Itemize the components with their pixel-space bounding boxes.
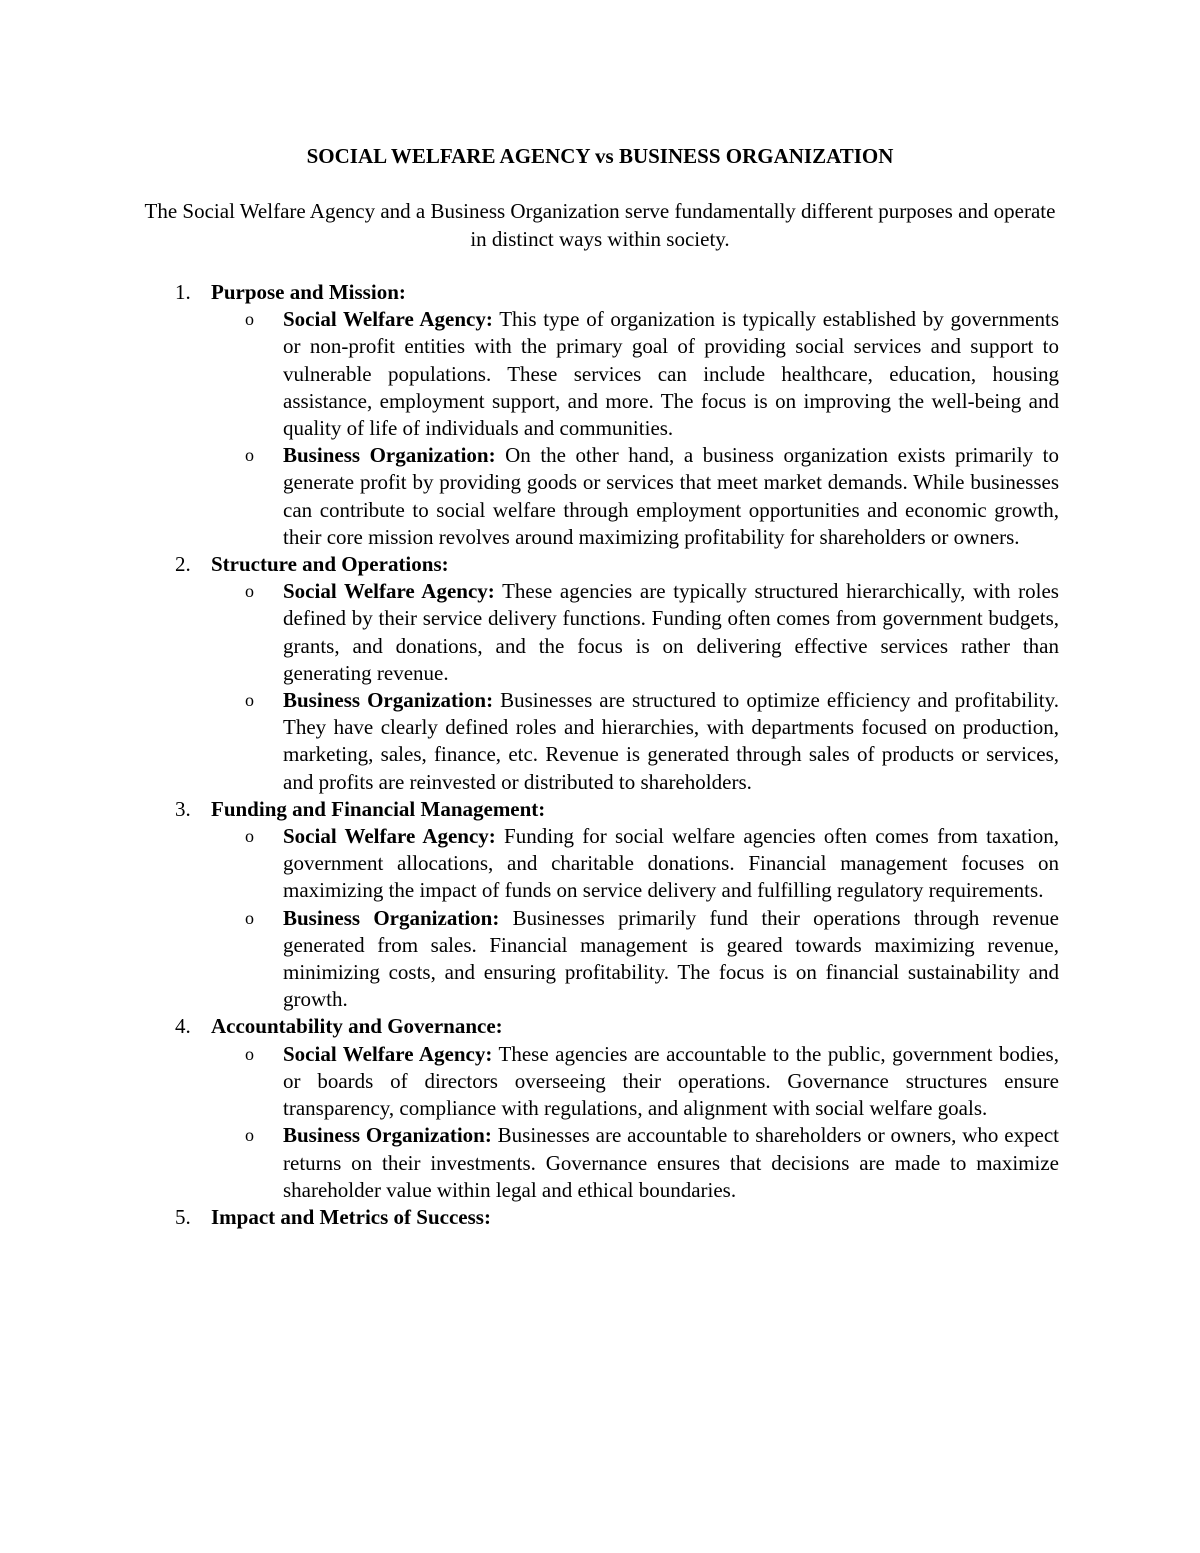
section-number: 1. [175, 280, 191, 304]
section-heading [0, 796, 1200, 823]
section-heading-text: Impact and Metrics of Success: [211, 1204, 491, 1229]
list-item [245, 687, 1059, 796]
section-purpose-and-mission [0, 279, 1200, 551]
section-heading-text: Accountability and Governance: [211, 1014, 503, 1039]
section-heading-text: Funding and Financial Management: [211, 796, 546, 821]
list-item [245, 442, 1059, 551]
section-heading [0, 551, 1200, 578]
item-label: Business Organization: [283, 688, 494, 713]
section-heading-text: Structure and Operations: [211, 552, 449, 577]
sub-list [0, 1041, 1200, 1204]
sub-list [0, 823, 1200, 1013]
item-label: Social Welfare Agency: [283, 824, 496, 849]
document-title: SOCIAL WELFARE AGENCY vs BUSINESS ORGANIZATION [306, 144, 894, 168]
intro-paragraph: The Social Welfare Agency and a Business Organization serve fundamentally different purposes and operate in distinct ways within society. [144, 199, 1056, 251]
bullet-marker: o [245, 445, 254, 466]
list-item [245, 1041, 1059, 1123]
item-label: Business Organization: [283, 1123, 492, 1148]
item-text: Funding for social welfare agencies often comes from taxation, government allocations, and charitable donations. Financial management focuses on maximizing the impact of funds on service delivery and fulfilling regulatory requirements. [283, 824, 1060, 903]
section-number: 2. [175, 552, 191, 577]
bullet-marker: o [245, 826, 254, 847]
bullet-marker: o [245, 690, 254, 711]
section-heading [0, 279, 1200, 306]
item-text: This type of organization is typically established by governments or non-profit entities with the primary goal of providing social services and support to vulnerable populations. These services can include healthcare, education, housing assistance, employment support, and more. The focus is on improving the well-being and quality of life of individuals and communities. [283, 307, 1059, 441]
section-funding-and-financial-management [0, 796, 1200, 1014]
section-heading [0, 1204, 1200, 1231]
section-list [0, 279, 1200, 1231]
item-label: Social Welfare Agency: [283, 307, 493, 332]
list-item [245, 306, 1059, 442]
item-text: Businesses are structured to optimize efficiency and profitability. They have clearly defined roles and hierarchies, with departments focused on production, marketing, sales, finance, etc. Revenue is generated through sales of products or services, and profits are reinvested or distributed to shareholders. [283, 688, 1059, 794]
list-item [245, 1122, 1059, 1204]
section-number: 3. [175, 796, 191, 821]
section-number: 5. [175, 1204, 191, 1229]
item-text: Businesses primarily fund their operations through revenue generated from sales. Financial management is geared towards maximizing revenue, minimizing costs, and ensuring profitability. The focus is on financial sustainability and growth. [283, 905, 1059, 1012]
bullet-marker: o [245, 309, 254, 330]
section-number: 4. [175, 1014, 191, 1039]
list-item [245, 578, 1059, 687]
item-label: Social Welfare Agency: [283, 579, 495, 604]
section-heading [0, 1013, 1200, 1040]
bullet-marker: o [245, 1043, 254, 1064]
item-text: These agencies are typically structured hierarchically, with roles defined by their service delivery functions. Funding often comes from government budgets, grants, and donations, and the focus is on delivering effective services rather than generating revenue. [283, 579, 1059, 685]
item-label: Social Welfare Agency: [283, 1041, 493, 1066]
section-accountability-and-governance [0, 1013, 1200, 1203]
bullet-marker: o [245, 581, 254, 602]
bullet-marker: o [245, 1125, 254, 1146]
list-item [245, 905, 1059, 1014]
bullet-marker: o [245, 907, 254, 928]
sub-list [0, 578, 1200, 796]
item-label: Business Organization: [283, 443, 496, 468]
item-text: These agencies are accountable to the public, government bodies, or boards of directors overseeing their operations. Governance structures ensure transparency, compliance with regulations, and alignment with social welfare goals. [283, 1041, 1059, 1121]
item-text: On the other hand, a business organization exists primarily to generate profit by providing goods or services that meet market demands. While businesses can contribute to social welfare through employment opportunities and economic growth, their core mission revolves around maximizing profitability for shareholders or owners. [283, 443, 1059, 549]
list-item [245, 823, 1060, 905]
section-structure-and-operations [0, 551, 1200, 796]
item-text: Businesses are accountable to shareholders or owners, who expect returns on their investments. Governance ensures that decisions are made to maximize shareholder value within legal and ethical boundaries. [283, 1123, 1059, 1202]
item-label: Business Organization: [283, 905, 500, 930]
sub-list [0, 306, 1200, 551]
section-heading-text: Purpose and Mission: [211, 280, 406, 304]
section-impact-and-metrics-of-success [0, 1204, 1200, 1231]
